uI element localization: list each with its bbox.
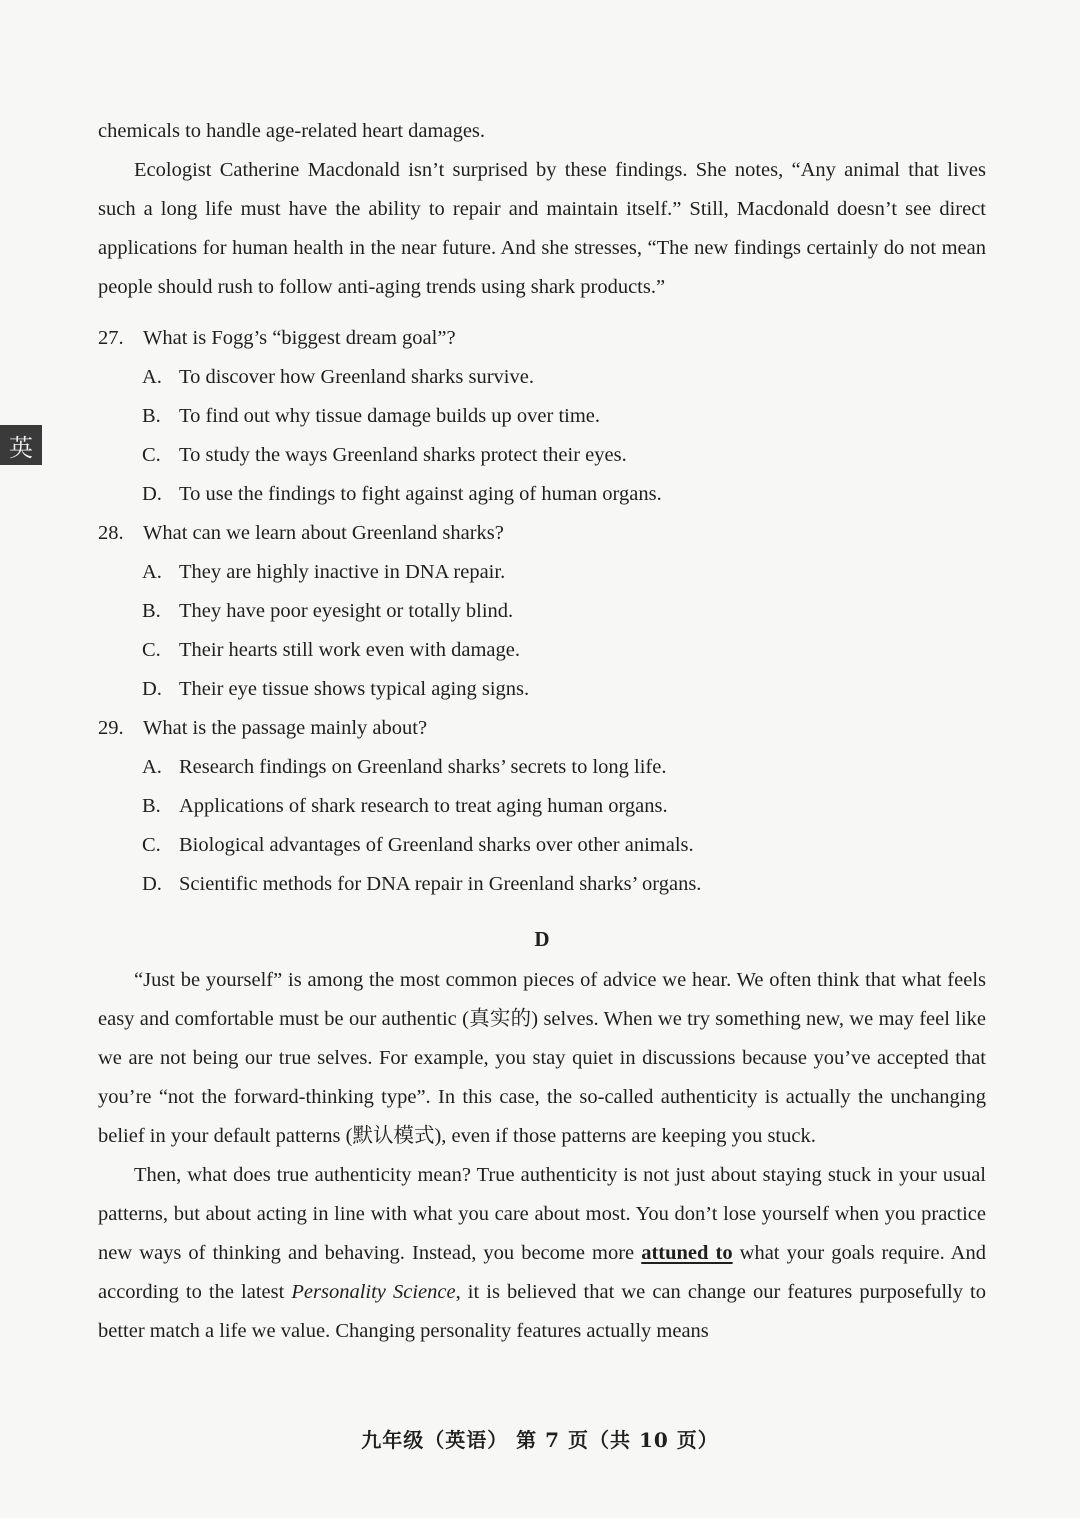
- option-text: They are highly inactive in DNA repair.: [179, 561, 506, 583]
- question-29: [98, 709, 986, 904]
- option-text: Scientific methods for DNA repair in Greenland sharks’ organs.: [179, 873, 702, 895]
- question-number: 27.: [98, 327, 124, 349]
- option-text: To find out why tissue damage builds up over time.: [179, 405, 601, 427]
- option-text: Their eye tissue shows typical aging signs.: [179, 678, 530, 700]
- option-list: [98, 358, 986, 514]
- option-letter: B.: [142, 795, 161, 817]
- paragraph-macdonald: Ecologist Catherine Macdonald isn’t surprised by these findings. She notes, “Any animal that lives such a long life must have the ability to repair and maintain itself.” Still, Macdonald doesn’t see direct applications for human health in the near future. And she stresses, “The new findings certainly do not mean people should rush to follow anti-aging trends using shark products.”: [98, 159, 986, 298]
- question-stem: [98, 319, 986, 358]
- option-text: To use the findings to fight against aging of human organs.: [179, 483, 662, 505]
- option-letter: C.: [142, 444, 161, 466]
- question-27: [98, 319, 986, 514]
- option-letter: D.: [142, 483, 162, 505]
- option-letter: A.: [142, 366, 162, 388]
- underlined-phrase: attuned to: [641, 1242, 733, 1264]
- option-list: [98, 553, 986, 709]
- option-c: [142, 436, 986, 475]
- option-letter: D.: [142, 678, 162, 700]
- paragraph-2-text: what your goals require. And according to the latest: [98, 1242, 986, 1303]
- option-a: [142, 553, 986, 592]
- option-letter: A.: [142, 561, 162, 583]
- section-heading: D: [534, 927, 550, 951]
- option-b: [142, 592, 986, 631]
- option-c: [142, 631, 986, 670]
- option-a: [142, 748, 986, 787]
- page-footer: 九年级（英语） 第 7 页（共 10 页）: [361, 1428, 719, 1452]
- page-content: [98, 112, 986, 1351]
- question-stem: [98, 514, 986, 553]
- option-text: Applications of shark research to treat aging human organs.: [179, 795, 668, 817]
- question-28: [98, 514, 986, 709]
- option-text: To discover how Greenland sharks survive.: [179, 366, 534, 388]
- opening-line: chemicals to handle age-related heart damages.: [98, 120, 486, 142]
- option-d: [142, 865, 986, 904]
- option-d: [142, 475, 986, 514]
- option-c: [142, 826, 986, 865]
- option-b: [142, 397, 986, 436]
- option-b: [142, 787, 986, 826]
- section-d-paragraph-2: [98, 1156, 986, 1351]
- italic-title: Personality Science: [291, 1281, 456, 1303]
- option-list: [98, 748, 986, 904]
- option-letter: B.: [142, 600, 161, 622]
- option-a: [142, 358, 986, 397]
- option-letter: D.: [142, 873, 162, 895]
- question-list: [98, 319, 986, 904]
- option-letter: A.: [142, 756, 162, 778]
- option-text: Research findings on Greenland sharks’ secrets to long life.: [179, 756, 667, 778]
- question-number: 29.: [98, 717, 124, 739]
- option-text: Their hearts still work even with damage.: [179, 639, 520, 661]
- subject-tab: 英: [0, 425, 42, 465]
- section-d-paragraph-1: “Just be yourself” is among the most common pieces of advice we hear. We often think that what feels easy and comfortable must be our authentic (真实的) selves. When we try something new, we may feel like we are not being our true selves. For example, you stay quiet in discussions because you’ve accepted that you’re “not the forward-thinking type”. In this case, the so-called authenticity is actually the unchanging belief in your default patterns (默认模式), even if those patterns are keeping you stuck.: [98, 969, 986, 1147]
- option-text: To study the ways Greenland sharks protect their eyes.: [179, 444, 627, 466]
- paragraph-2-text: , it is believed that we can change our features purposefully to better match a life we value. Changing personality features actually means: [98, 1281, 986, 1342]
- option-letter: C.: [142, 639, 161, 661]
- option-letter: C.: [142, 834, 161, 856]
- option-letter: B.: [142, 405, 161, 427]
- question-text: What is Fogg’s “biggest dream goal”?: [143, 327, 456, 349]
- question-number: 28.: [98, 522, 124, 544]
- question-text: What is the passage mainly about?: [143, 717, 428, 739]
- option-text: They have poor eyesight or totally blind.: [179, 600, 514, 622]
- question-stem: [98, 709, 986, 748]
- option-d: [142, 670, 986, 709]
- question-text: What can we learn about Greenland sharks?: [143, 522, 504, 544]
- paragraph-2-text: Then, what does true authenticity mean? True authenticity is not just about staying stuck in your usual patterns, but about acting in line with what you care about most. You don’t lose yourself when you practice new ways of thinking and behaving. Instead, you become more: [98, 1164, 986, 1264]
- option-text: Biological advantages of Greenland sharks over other animals.: [179, 834, 694, 856]
